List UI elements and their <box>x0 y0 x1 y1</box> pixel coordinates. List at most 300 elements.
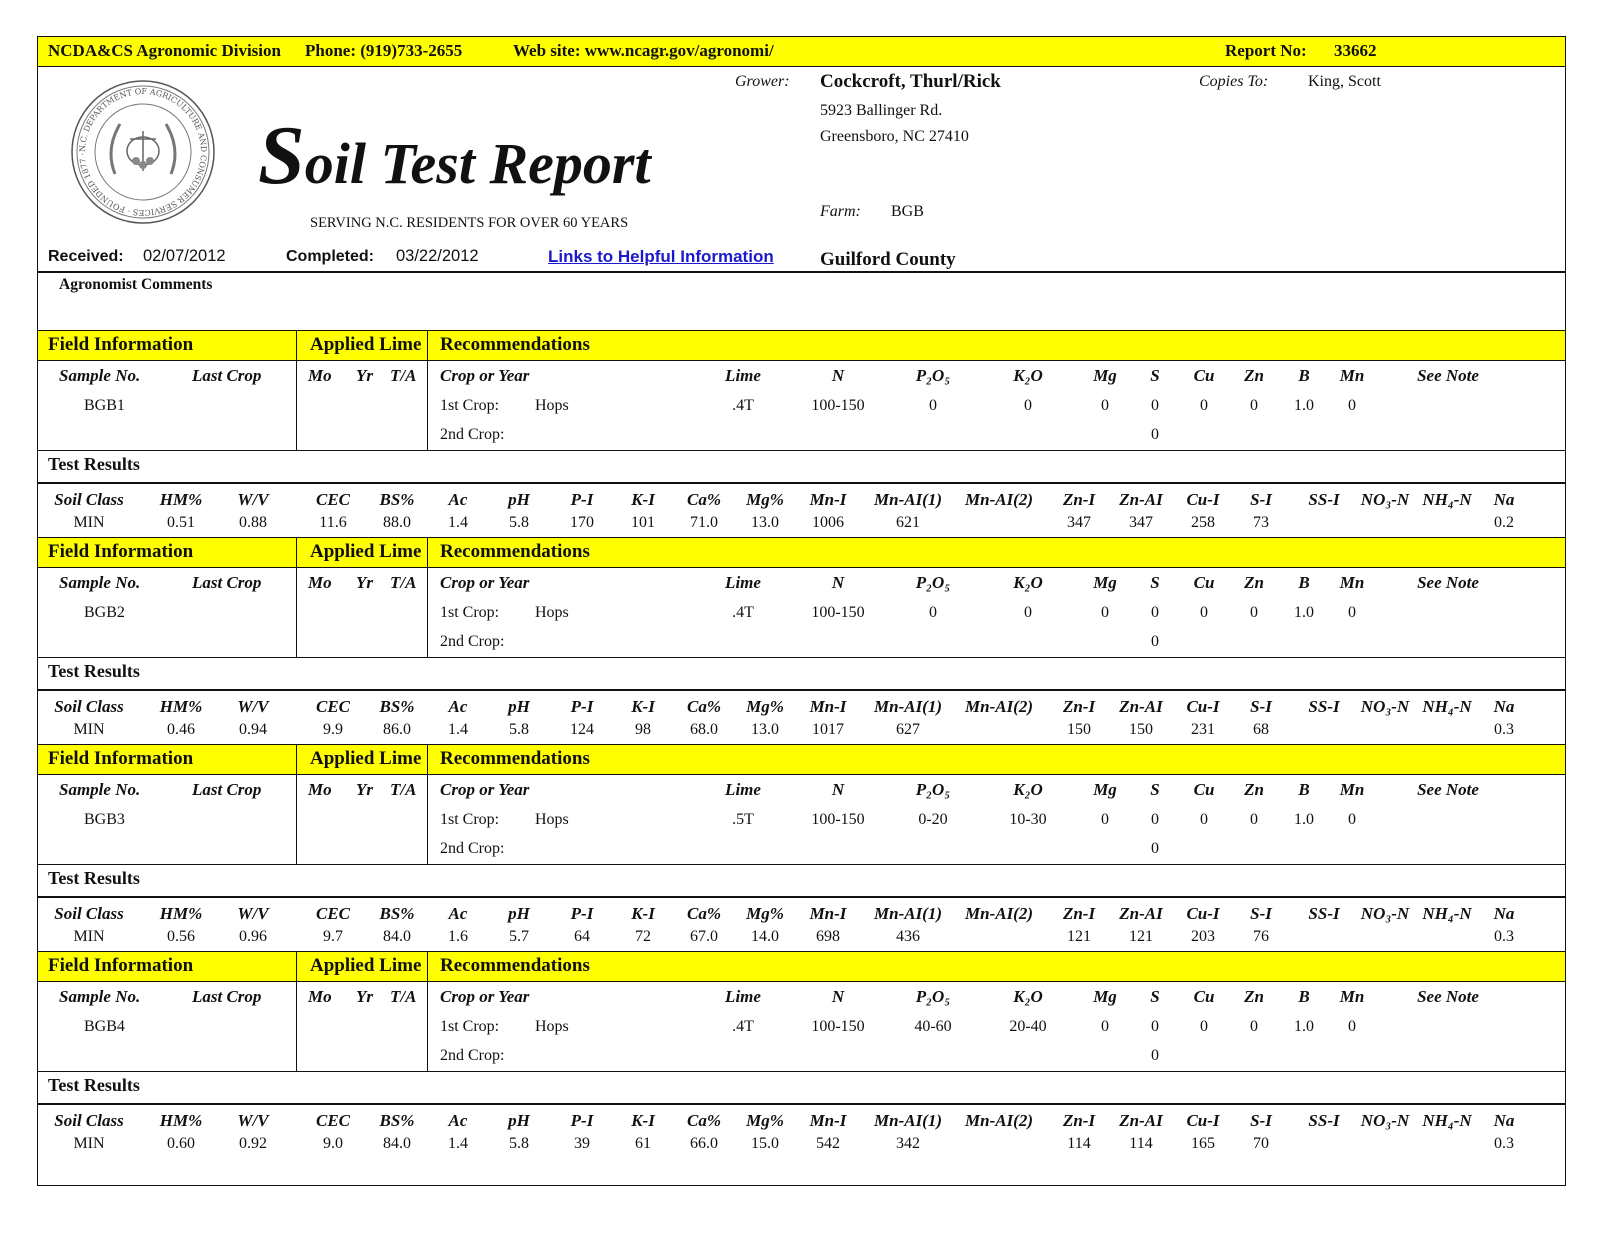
test-column-header: CEC <box>315 697 351 716</box>
rec-value: 10-30 <box>1009 811 1047 828</box>
recommendations-heading: Recommendations <box>440 955 590 976</box>
rec-column-header: See Note <box>1417 573 1479 592</box>
rec-column-header: K₂O <box>1013 366 1043 385</box>
test-value: 1.4 <box>448 721 468 738</box>
test-column-header: BS% <box>379 904 415 923</box>
phone: Phone: (919)733-2655 <box>305 41 463 60</box>
test-value: 66.0 <box>690 1135 718 1152</box>
test-value: 39 <box>574 1135 590 1152</box>
rec-value: 0 <box>1024 604 1032 621</box>
test-value: 0.3 <box>1494 721 1514 738</box>
test-value: 86.0 <box>383 721 411 738</box>
test-value: 436 <box>896 928 920 945</box>
test-value: 1006 <box>812 514 844 531</box>
test-column-header: W/V <box>237 697 269 716</box>
rec-value: 0 <box>1151 604 1159 621</box>
test-column-header: pH <box>508 1111 530 1130</box>
rec-column-header: See Note <box>1417 366 1479 385</box>
test-column-header: Na <box>1493 904 1515 923</box>
report-no-label: Report No: <box>1225 41 1307 60</box>
rec-value: 0 <box>1151 397 1159 414</box>
test-column-header: Mn-AI(1) <box>873 490 943 509</box>
test-value: 64 <box>574 928 590 945</box>
second-crop-label: 2nd Crop: <box>440 1047 505 1064</box>
test-results-heading: Test Results <box>48 1075 140 1095</box>
test-value: 258 <box>1191 514 1215 531</box>
test-column-header: Na <box>1493 1111 1515 1130</box>
rec-value: .4T <box>732 604 754 621</box>
last-crop-header: Last Crop <box>192 366 262 385</box>
rec-column-header: N <box>831 780 845 799</box>
test-value: 0.3 <box>1494 1135 1514 1152</box>
test-column-header: Zn-AI <box>1119 904 1163 923</box>
rec-column-header: S <box>1150 987 1160 1006</box>
sample-number: BGB4 <box>84 1018 125 1035</box>
first-crop-value: Hops <box>535 397 569 414</box>
test-column-header: Ca% <box>687 697 721 716</box>
test-column-header: pH <box>508 490 530 509</box>
rec-column-header: Mn <box>1339 780 1365 799</box>
test-column-header: NO₃-N <box>1360 697 1410 716</box>
completed-label: Completed: <box>286 248 374 265</box>
mo-header: Mo <box>308 780 332 799</box>
test-column-header: Mn-I <box>809 490 847 509</box>
test-value: 0.88 <box>239 514 267 531</box>
test-column-header: Cu-I <box>1186 490 1220 509</box>
test-column-header: Soil Class <box>54 1111 124 1130</box>
section-header-bar <box>38 744 1565 775</box>
divider <box>38 1071 1565 1072</box>
second-crop-label: 2nd Crop: <box>440 426 505 443</box>
rec-column-header: Lime <box>725 780 761 799</box>
test-column-header: Zn-I <box>1062 697 1096 716</box>
test-value: 542 <box>816 1135 840 1152</box>
sample-number: BGB1 <box>84 397 125 414</box>
test-value: 11.6 <box>319 514 347 531</box>
rec-column-header: Zn <box>1244 573 1264 592</box>
sample-no-header: Sample No. <box>59 987 141 1006</box>
test-column-header: Zn-I <box>1062 490 1096 509</box>
test-column-header: Soil Class <box>54 490 124 509</box>
report-no: 33662 <box>1334 41 1377 60</box>
rec-column-header: K₂O <box>1013 573 1043 592</box>
divider <box>38 482 1565 484</box>
rec-value: 0 <box>1200 604 1208 621</box>
column-divider <box>296 537 297 657</box>
test-column-header: HM% <box>159 1111 203 1130</box>
rec-value: 0 <box>1348 1018 1356 1035</box>
sample-number: BGB3 <box>84 811 125 828</box>
test-value: 101 <box>631 514 655 531</box>
test-value: 9.7 <box>323 928 343 945</box>
test-column-header: Cu-I <box>1186 697 1220 716</box>
rec-value: 0 <box>1250 604 1258 621</box>
test-column-header: P-I <box>570 697 594 716</box>
test-column-header: K-I <box>631 904 655 923</box>
test-results-heading: Test Results <box>48 661 140 681</box>
test-column-header: Ac <box>448 697 468 716</box>
test-column-header: SS-I <box>1308 904 1340 923</box>
test-value: 0.92 <box>239 1135 267 1152</box>
first-crop-label: 1st Crop: <box>440 604 500 621</box>
test-column-header: NO₃-N <box>1360 1111 1410 1130</box>
test-value: 14.0 <box>751 928 779 945</box>
divider <box>38 657 1565 658</box>
test-column-header: S-I <box>1250 490 1272 509</box>
rec-value: 0 <box>1250 811 1258 828</box>
test-results-heading: Test Results <box>48 454 140 474</box>
test-value: 150 <box>1067 721 1091 738</box>
test-value: 0.3 <box>1494 928 1514 945</box>
test-value: 0.2 <box>1494 514 1514 531</box>
rec-column-header: B <box>1298 780 1310 799</box>
received-label: Received: <box>48 248 124 265</box>
test-column-header: NH₄-N <box>1422 1111 1472 1130</box>
test-column-header: HM% <box>159 697 203 716</box>
yr-header: Yr <box>356 987 373 1006</box>
section-header-bar <box>38 537 1565 568</box>
page-title: Soil Test Report <box>258 109 651 202</box>
field-information-heading: Field Information <box>48 748 194 769</box>
test-value: 1017 <box>812 721 844 738</box>
section-header-bar <box>38 951 1565 982</box>
rec-column-header: P₂O₅ <box>915 987 951 1006</box>
test-column-header: SS-I <box>1308 490 1340 509</box>
rec-column-header: Lime <box>725 987 761 1006</box>
helpful-links-link[interactable]: Links to Helpful Information <box>548 247 774 266</box>
test-column-header: Mn-I <box>809 904 847 923</box>
test-column-header: W/V <box>237 1111 269 1130</box>
test-column-header: BS% <box>379 490 415 509</box>
rec-value: 0 <box>1151 1018 1159 1035</box>
rec-column-header: Mg <box>1093 366 1117 385</box>
test-value: 231 <box>1191 721 1215 738</box>
rec-column-header: Mn <box>1339 366 1365 385</box>
test-value: 67.0 <box>690 928 718 945</box>
rec-column-header: B <box>1298 573 1310 592</box>
second-crop-s-value: 0 <box>1151 840 1159 857</box>
test-value: 698 <box>816 928 840 945</box>
grower-address-2: Greensboro, NC 27410 <box>820 128 969 145</box>
rec-value: 0 <box>1250 1018 1258 1035</box>
rec-column-header: N <box>831 987 845 1006</box>
rec-value: 0 <box>1200 1018 1208 1035</box>
report-frame <box>37 36 1566 1186</box>
test-column-header: Ac <box>448 904 468 923</box>
recommendations-heading: Recommendations <box>440 334 590 355</box>
test-column-header: NH₄-N <box>1422 904 1472 923</box>
test-value: 1.4 <box>448 1135 468 1152</box>
copies-to-label: Copies To: <box>1199 73 1269 90</box>
test-value: 5.7 <box>509 928 529 945</box>
first-crop-label: 1st Crop: <box>440 1018 500 1035</box>
applied-lime-heading: Applied Lime <box>310 955 422 976</box>
test-column-header: Mn-AI(2) <box>964 1111 1034 1130</box>
yr-header: Yr <box>356 780 373 799</box>
test-value: 1.4 <box>448 514 468 531</box>
first-crop-value: Hops <box>535 811 569 828</box>
test-value: 13.0 <box>751 721 779 738</box>
rec-value: 0 <box>929 397 937 414</box>
test-value: 0.60 <box>167 1135 195 1152</box>
first-crop-label: 1st Crop: <box>440 397 500 414</box>
test-value: 121 <box>1129 928 1153 945</box>
test-value: MIN <box>73 928 105 945</box>
test-column-header: Zn-I <box>1062 904 1096 923</box>
test-column-header: Zn-AI <box>1119 490 1163 509</box>
test-column-header: NH₄-N <box>1422 697 1472 716</box>
field-information-heading: Field Information <box>48 541 194 562</box>
test-column-header: K-I <box>631 1111 655 1130</box>
mo-header: Mo <box>308 987 332 1006</box>
rec-column-header: P₂O₅ <box>915 780 951 799</box>
header-bar <box>38 37 1565 67</box>
received-date: 02/07/2012 <box>143 247 226 265</box>
yr-header: Yr <box>356 366 373 385</box>
test-column-header: Ca% <box>687 904 721 923</box>
test-value: 15.0 <box>751 1135 779 1152</box>
test-value: MIN <box>73 1135 105 1152</box>
rec-value: 0 <box>1348 604 1356 621</box>
test-value: 0.94 <box>239 721 267 738</box>
test-column-header: Mg% <box>746 904 784 923</box>
recommendations-heading: Recommendations <box>440 748 590 769</box>
test-value: 9.0 <box>323 1135 343 1152</box>
last-crop-header: Last Crop <box>192 780 262 799</box>
crop-or-year-header: Crop or Year <box>440 573 530 592</box>
rec-column-header: Zn <box>1244 780 1264 799</box>
rec-column-header: Cu <box>1193 987 1215 1006</box>
second-crop-s-value: 0 <box>1151 426 1159 443</box>
test-value: 621 <box>896 514 920 531</box>
test-column-header: W/V <box>237 490 269 509</box>
grower-address-1: 5923 Ballinger Rd. <box>820 102 943 119</box>
crop-or-year-header: Crop or Year <box>440 366 530 385</box>
rec-value: 100-150 <box>811 604 865 621</box>
org-name: NCDA&CS Agronomic Division <box>48 41 281 60</box>
ta-header: T/A <box>390 987 417 1006</box>
test-value: 68 <box>1253 721 1269 738</box>
second-crop-label: 2nd Crop: <box>440 840 505 857</box>
test-column-header: Cu-I <box>1186 1111 1220 1130</box>
mo-header: Mo <box>308 573 332 592</box>
first-crop-value: Hops <box>535 1018 569 1035</box>
rec-column-header: Mn <box>1339 573 1365 592</box>
test-column-header: CEC <box>315 490 351 509</box>
test-value: 84.0 <box>383 1135 411 1152</box>
rec-column-header: Lime <box>725 366 761 385</box>
test-column-header: P-I <box>570 1111 594 1130</box>
test-value: 70 <box>1253 1135 1269 1152</box>
county: Guilford County <box>820 249 956 270</box>
rec-column-header: K₂O <box>1013 780 1043 799</box>
rec-value: 0 <box>1024 397 1032 414</box>
first-crop-value: Hops <box>535 604 569 621</box>
test-value: 88.0 <box>383 514 411 531</box>
rec-value: 20-40 <box>1009 1018 1047 1035</box>
rec-column-header: Mg <box>1093 780 1117 799</box>
test-value: 114 <box>1129 1135 1153 1152</box>
test-value: 5.8 <box>509 1135 529 1152</box>
farm-value: BGB <box>891 203 924 220</box>
test-column-header: HM% <box>159 490 203 509</box>
divider <box>38 896 1565 898</box>
test-value: 13.0 <box>751 514 779 531</box>
test-value: 0.56 <box>167 928 195 945</box>
crop-or-year-header: Crop or Year <box>440 780 530 799</box>
test-column-header: Zn-I <box>1062 1111 1096 1130</box>
sample-no-header: Sample No. <box>59 366 141 385</box>
applied-lime-heading: Applied Lime <box>310 334 422 355</box>
rec-column-header: B <box>1298 987 1310 1006</box>
test-column-header: NO₃-N <box>1360 490 1410 509</box>
rec-value: 100-150 <box>811 1018 865 1035</box>
test-column-header: Mn-I <box>809 1111 847 1130</box>
rec-value: 1.0 <box>1294 604 1314 621</box>
second-crop-s-value: 0 <box>1151 633 1159 650</box>
rec-value: 0 <box>1101 397 1109 414</box>
divider <box>38 271 1565 273</box>
website[interactable]: Web site: www.ncagr.gov/agronomi/ <box>513 41 774 60</box>
ta-header: T/A <box>390 366 417 385</box>
second-crop-s-value: 0 <box>1151 1047 1159 1064</box>
applied-lime-heading: Applied Lime <box>310 541 422 562</box>
sample-no-header: Sample No. <box>59 573 141 592</box>
divider <box>38 689 1565 691</box>
test-value: 71.0 <box>690 514 718 531</box>
divider <box>38 864 1565 865</box>
column-divider <box>296 951 297 1071</box>
rec-column-header: Mg <box>1093 987 1117 1006</box>
farm-label: Farm: <box>820 203 861 220</box>
rec-value: 0 <box>929 604 937 621</box>
test-column-header: Mn-AI(2) <box>964 904 1034 923</box>
column-divider <box>427 330 428 450</box>
column-divider <box>427 537 428 657</box>
first-crop-label: 1st Crop: <box>440 811 500 828</box>
column-divider <box>427 744 428 864</box>
rec-value: 0-20 <box>918 811 948 828</box>
grower-name: Cockcroft, Thurl/Rick <box>820 71 1001 92</box>
rec-column-header: See Note <box>1417 780 1479 799</box>
rec-column-header: S <box>1150 366 1160 385</box>
test-column-header: K-I <box>631 490 655 509</box>
rec-column-header: B <box>1298 366 1310 385</box>
test-value: 203 <box>1191 928 1215 945</box>
rec-column-header: N <box>831 366 845 385</box>
rec-value: 100-150 <box>811 811 865 828</box>
test-column-header: W/V <box>237 904 269 923</box>
test-column-header: Mn-AI(2) <box>964 697 1034 716</box>
rec-column-header: Cu <box>1193 780 1215 799</box>
recommendations-heading: Recommendations <box>440 541 590 562</box>
ta-header: T/A <box>390 780 417 799</box>
rec-value: 0 <box>1151 811 1159 828</box>
rec-value: 0 <box>1101 811 1109 828</box>
test-column-header: S-I <box>1250 1111 1272 1130</box>
mo-header: Mo <box>308 366 332 385</box>
sample-no-header: Sample No. <box>59 780 141 799</box>
rec-column-header: S <box>1150 573 1160 592</box>
rec-column-header: See Note <box>1417 987 1479 1006</box>
test-column-header: SS-I <box>1308 1111 1340 1130</box>
test-column-header: pH <box>508 697 530 716</box>
test-value: 98 <box>635 721 651 738</box>
rec-value: 40-60 <box>914 1018 952 1035</box>
rec-value: 0 <box>1101 604 1109 621</box>
test-column-header: CEC <box>315 1111 351 1130</box>
field-information-heading: Field Information <box>48 955 194 976</box>
test-column-header: Zn-AI <box>1119 1111 1163 1130</box>
section-header-bar <box>38 330 1565 361</box>
ta-header: T/A <box>390 573 417 592</box>
rec-value: 0 <box>1101 1018 1109 1035</box>
test-column-header: Ac <box>448 1111 468 1130</box>
test-column-header: Ca% <box>687 490 721 509</box>
test-column-header: Mn-I <box>809 697 847 716</box>
rec-value: 1.0 <box>1294 811 1314 828</box>
test-column-header: Na <box>1493 697 1515 716</box>
test-value: 5.8 <box>509 721 529 738</box>
test-value: 170 <box>570 514 594 531</box>
rec-value: 0 <box>1250 397 1258 414</box>
rec-column-header: Zn <box>1244 366 1264 385</box>
rec-column-header: Cu <box>1193 366 1215 385</box>
rec-value: .4T <box>732 1018 754 1035</box>
last-crop-header: Last Crop <box>192 573 262 592</box>
test-value: 347 <box>1067 514 1091 531</box>
test-column-header: Soil Class <box>54 904 124 923</box>
test-column-header: Mn-AI(1) <box>873 1111 943 1130</box>
test-column-header: pH <box>508 904 530 923</box>
test-value: 0.46 <box>167 721 195 738</box>
svg-text:N.C. DEPARTMENT OF AGRICULTURE: N.C. DEPARTMENT OF AGRICULTURE AND CONSUMER SERVICES · FOUNDED 1877 · <box>77 86 209 218</box>
test-column-header: Ac <box>448 490 468 509</box>
rec-column-header: K₂O <box>1013 987 1043 1006</box>
test-value: 61 <box>635 1135 651 1152</box>
test-value: MIN <box>73 514 105 531</box>
rec-value: 0 <box>1348 811 1356 828</box>
test-column-header: Mn-AI(2) <box>964 490 1034 509</box>
test-column-header: Soil Class <box>54 697 124 716</box>
test-value: 165 <box>1191 1135 1215 1152</box>
test-value: 5.8 <box>509 514 529 531</box>
test-value: 150 <box>1129 721 1153 738</box>
test-value: 72 <box>635 928 651 945</box>
test-value: 0.96 <box>239 928 267 945</box>
grower-label: Grower: <box>735 73 790 90</box>
copies-to-value: King, Scott <box>1308 73 1381 90</box>
agronomist-comments-label: Agronomist Comments <box>59 276 213 293</box>
test-column-header: P-I <box>570 904 594 923</box>
test-column-header: HM% <box>159 904 203 923</box>
test-column-header: Mg% <box>746 490 784 509</box>
test-value: 0.51 <box>167 514 195 531</box>
rec-value: .4T <box>732 397 754 414</box>
rec-value: 0 <box>1200 811 1208 828</box>
column-divider <box>296 330 297 450</box>
yr-header: Yr <box>356 573 373 592</box>
rec-column-header: Zn <box>1244 987 1264 1006</box>
rec-column-header: Lime <box>725 573 761 592</box>
test-column-header: K-I <box>631 697 655 716</box>
test-value: 76 <box>1253 928 1269 945</box>
field-information-heading: Field Information <box>48 334 194 355</box>
test-column-header: SS-I <box>1308 697 1340 716</box>
rec-column-header: N <box>831 573 845 592</box>
test-column-header: S-I <box>1250 697 1272 716</box>
test-value: 84.0 <box>383 928 411 945</box>
